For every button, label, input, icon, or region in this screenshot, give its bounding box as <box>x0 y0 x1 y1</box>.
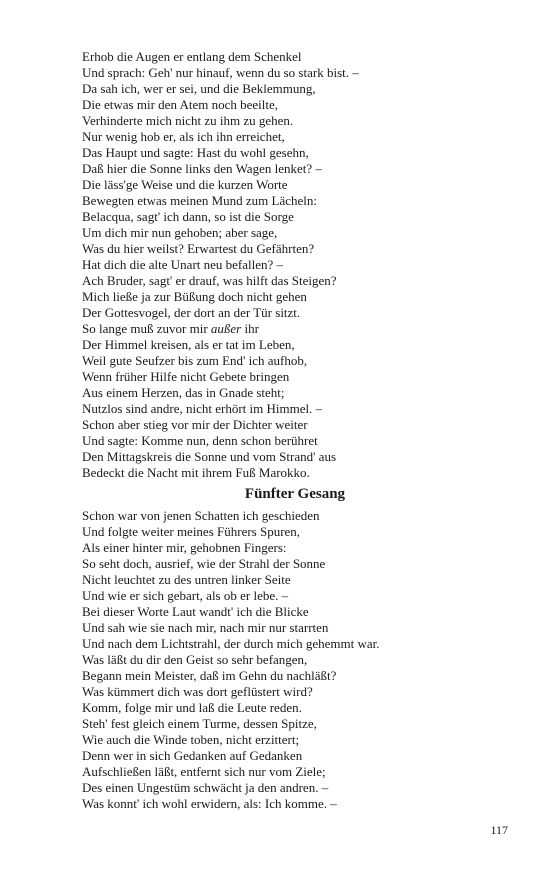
verse-line: Begann mein Meister, daß im Gehn du nachläßt? <box>82 668 337 683</box>
verse-line: Steh' fest gleich einem Turme, dessen Spitze, <box>82 716 317 731</box>
canto-heading: Fünfter Gesang <box>244 486 346 502</box>
verse-line: Was du hier weilst? Erwartest du Gefährten? <box>82 241 315 256</box>
verse-line: Aufschließen läßt, entfernt sich nur vom Ziele; <box>82 764 326 779</box>
verse-line: Bei dieser Worte Laut wandt' ich die Blicke <box>82 604 309 619</box>
verse-block-canto-5 <box>82 508 482 812</box>
verse-line: Des einen Ungestüm schwächt ja den andren. – <box>82 780 329 795</box>
verse-line: Schon war von jenen Schatten ich geschieden <box>82 508 320 523</box>
verse-line: Aus einem Herzen, das in Gnade steht; <box>82 385 285 400</box>
verse-line: Und folgte weiter meines Führers Spuren, <box>82 524 301 539</box>
verse-line: Daß hier die Sonne links den Wagen lenket? – <box>82 161 322 176</box>
verse-line: Den Mittagskreis die Sonne und vom Strand' aus <box>82 449 337 464</box>
verse-line: Da sah ich, wer er sei, und die Beklemmung, <box>82 81 316 96</box>
verse-line-head: So lange muß zuvor mir <box>82 321 208 336</box>
page-number: 117 <box>490 823 508 837</box>
verse-line: Hat dich die alte Unart neu befallen? – <box>82 257 284 272</box>
verse-line: Komm, folge mir und laß die Leute reden. <box>82 700 302 715</box>
verse-line: Als einer hinter mir, gehobnen Fingers: <box>82 540 287 555</box>
verse-line: Verhinderte mich nicht zu ihm zu gehen. <box>82 113 294 128</box>
verse-line: Und sah wie sie nach mir, nach mir nur starrten <box>82 620 329 635</box>
verse-line: Nicht leuchtet zu des untren linker Seite <box>82 572 291 587</box>
verse-line-tail: ihr <box>244 321 259 336</box>
verse-line: Denn wer in sich Gedanken auf Gedanken <box>82 748 303 763</box>
verse-line: Der Gottesvogel, der dort an der Tür sitzt. <box>82 305 301 320</box>
verse-line: So seht doch, ausrief, wie der Strahl der Sonne <box>82 556 326 571</box>
verse-line: Und sprach: Geh' nur hinauf, wenn du so stark bist. – <box>82 65 359 80</box>
verse-line: Und nach dem Lichtstrahl, der durch mich gehemmt war. <box>82 636 380 651</box>
verse-line: Was kümmert dich was dort geflüstert wird? <box>82 684 313 699</box>
verse-line: Mich ließe ja zur Büßung doch nicht gehen <box>82 289 307 304</box>
verse-line: Und wie er sich gebart, als ob er lebe. – <box>82 588 289 603</box>
verse-line: Bedeckt die Nacht mit ihrem Fuß Marokko. <box>82 465 310 480</box>
verse-line: Das Haupt und sagte: Hast du wohl gesehn, <box>82 145 309 160</box>
verse-line: Nutzlos sind andre, nicht erhört im Himmel. – <box>82 401 323 416</box>
verse-line: Belacqua, sagt' ich dann, so ist die Sorge <box>82 209 294 224</box>
verse-line-with-emphasis <box>82 321 482 337</box>
verse-line: Um dich mir nun gehoben; aber sage, <box>82 225 278 240</box>
verse-line: Was konnt' ich wohl erwidern, als: Ich komme. – <box>82 796 337 811</box>
verse-line: Weil gute Seufzer bis zum End' ich aufhob, <box>82 353 308 368</box>
verse-line: Was läßt du dir den Geist so sehr befangen, <box>82 652 308 667</box>
verse-line: Ach Bruder, sagt' er drauf, was hilft das Steigen? <box>82 273 337 288</box>
verse-line: Die etwas mir den Atem noch beeilte, <box>82 97 279 112</box>
verse-line: Der Himmel kreisen, als er tat im Leben, <box>82 337 295 352</box>
verse-line: Bewegten etwas meinen Mund zum Lächeln: <box>82 193 318 208</box>
verse-line: Und sagte: Komme nun, denn schon berühret <box>82 433 318 448</box>
verse-line: Erhob die Augen er entlang dem Schenkel <box>82 49 302 64</box>
verse-line: Schon aber stieg vor mir der Dichter weiter <box>82 417 308 432</box>
verse-line: Die läss'ge Weise und die kurzen Worte <box>82 177 288 192</box>
verse-block-canto-4-end <box>82 49 482 481</box>
verse-line: Wenn früher Hilfe nicht Gebete bringen <box>82 369 290 384</box>
verse-line: Nur wenig hob er, als ich ihn erreichet, <box>82 129 285 144</box>
verse-line: Wie auch die Winde toben, nicht erzittert; <box>82 732 300 747</box>
emphasized-word: außer <box>210 321 242 336</box>
